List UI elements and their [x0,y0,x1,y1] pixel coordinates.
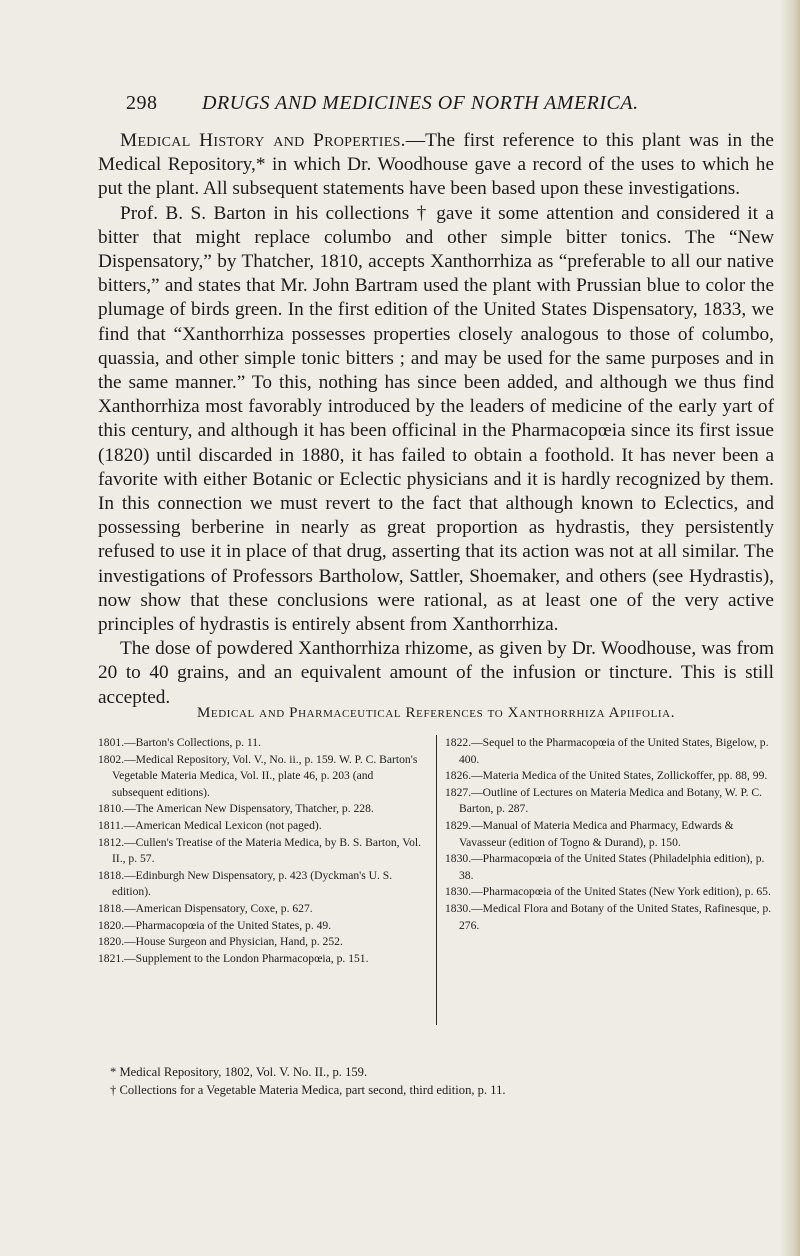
body-text [98,129,774,710]
reference-entry: 1811.—American Medical Lexicon (not paged). [98,818,322,832]
reference-entry: 1827.—Outline of Lectures on Materia Medica and Botany, W. P. C. Barton, p. 287. [445,785,763,816]
references-heading: Medical and Pharmaceutical References to Xanthorrhiza Apiifolia. [196,705,676,721]
reference-entry: 1802.—Medical Repository, Vol. V., No. ii., p. 159. W. P. C. Barton's Vegetable Materia Medica, Vol. II., plate 46, p. 203 (and subsequent editions). [98,752,418,799]
page-edge-shadow [780,0,800,1256]
footnote-2: † Collections for a Vegetable Materia Medica, part second, third edition, p. 11. [110,1082,506,1097]
reference-entry: 1810.—The American New Dispensatory, Thatcher, p. 228. [98,802,374,816]
paragraph-3: The dose of powdered Xanthorrhiza rhizome, as given by Dr. Woodhouse, was from 20 to 40 grains, and an equivalent amount of the infusion or tincture. This is still accepted. [98,638,774,708]
paragraph-2: Prof. B. S. Barton in his collections † gave it some attention and considered it a bitter that might replace columbo and other simple bitter tonics. The “New Dispensatory,” by Thatcher, 1810, accepts Xanthorrhiza as “preferable to all our native bitters,” and states that Mr. John Bartram used the plant with Prussian blue to color the plumage of birds green. In the first edition of the United States Dispensatory, 1833, we find that “Xanthorrhiza possesses properties closely analogous to those of columbo, quassia, and other simple tonic bitters ; and may be used for the same purposes and in the same manner.” To this, nothing has since been added, and although we thus find Xanthorrhiza most favorably introduced by the leaders of medicine of the early yart of this century, and although it has been officinal in the Pharmacopœia since its first issue (1820) until discarded in 1880, it has failed to obtain a foothold. It has never been a favorite with either Botanic or Eclectic physicians and it is hardly recognized by them. In this connection we must revert to the fact that although known to Eclectics, and possessing berberine in nearly as great proportion as hydrastis, they persistently refused to use it in place of that drug, asserting that its action was not at all similar. The investigations of Professors Bartholow, Sattler, Shoemaker, and others (see Hydrastis), now show that these conclusions were rational, as at least one of the very active principles of hydrastis is entirely absent from Xanthorrhiza. [98,202,774,636]
running-header [126,92,746,115]
reference-entry: 1818.—American Dispensatory, Coxe, p. 627. [98,901,313,915]
reference-entry: 1829.—Manual of Materia Medica and Pharmacy, Edwards & Vavasseur (edition of Togno & Durand), p. 150. [445,818,734,849]
reference-entry: 1821.—Supplement to the London Pharmacopœia, p. 151. [98,951,369,965]
reference-entry: 1812.—Cullen's Treatise of the Materia Medica, by B. S. Barton, Vol. II., p. 57. [98,835,422,866]
reference-entry: 1830.—Pharmacopœia of the United States (New York edition), p. 65. [445,885,771,899]
running-title: DRUGS AND MEDICINES OF NORTH AMERICA. [202,92,639,114]
paragraph-1-text: —The first reference to this plant was in the Medical Repository,* in which Dr. Woodhouse gave a record of the uses to which he put the plant. All subsequent statements have been based upon these investigations. [98,130,774,200]
section-title: Medical History and Properties. [120,130,406,151]
reference-entry: 1830.—Medical Flora and Botany of the United States, Rafinesque, p. 276. [445,901,772,932]
reference-entry: 1830.—Pharmacopœia of the United States (Philadelphia edition), p. 38. [445,852,765,882]
footnote-1: * Medical Repository, 1802, Vol. V. No. II., p. 159. [110,1065,368,1079]
paragraph-1 [98,129,774,202]
page-number: 298 [126,92,158,114]
reference-entry: 1818.—Edinburgh New Dispensatory, p. 423 (Dyckman's U. S. edition). [98,868,393,899]
references-left-column [98,735,426,967]
reference-entry: 1826.—Materia Medica of the United States, Zollickoffer, pp. 88, 99. [445,769,768,783]
footnotes [110,1064,770,1099]
references-block [98,735,774,1035]
references-right-column [436,735,774,1025]
reference-entry: 1822.—Sequel to the Pharmacopœia of the United States, Bigelow, p. 400. [445,736,769,766]
reference-entry: 1801.—Barton's Collections, p. 11. [98,736,261,749]
reference-entry: 1820.—Pharmacopœia of the United States, p. 49. [98,918,332,932]
reference-entry: 1820.—House Surgeon and Physician, Hand, p. 252. [98,935,343,949]
